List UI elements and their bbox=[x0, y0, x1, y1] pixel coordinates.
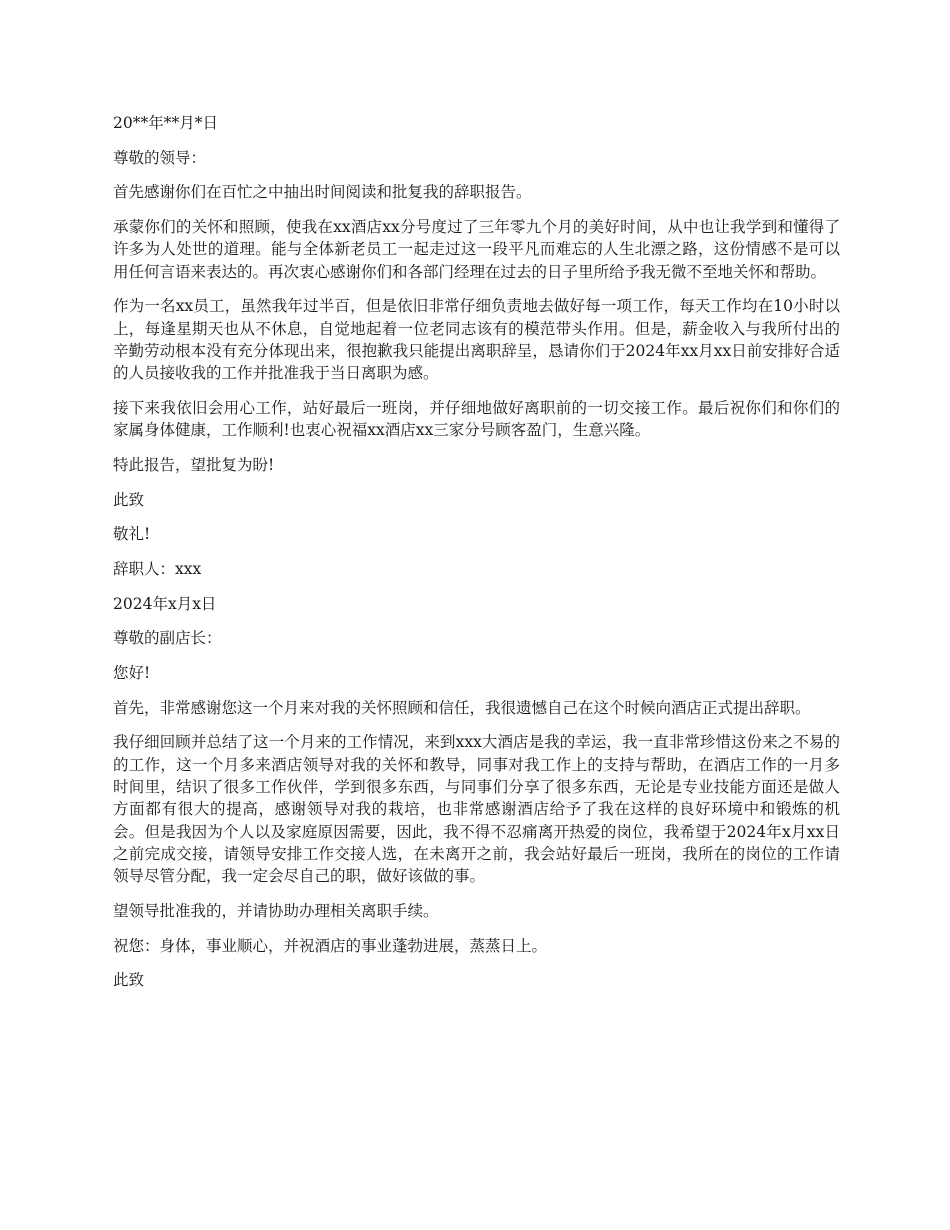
salutation: 尊敬的副店长： bbox=[113, 629, 222, 648]
paragraph: 作为一名xx员工，虽然我年过半百，但是依旧非常仔细负责地去做好每一项工作，每天工作均在10小时以上，每逢星期天也从不休息，自觉地起着一位老同志该有的模范带头作用。但是，薪金收入与我所付出的辛勤劳动根本没有充分体现出来，很抱歉我只能提出离职辞呈，恳请你们于2024年xx月xx日前安排好合适的人员接收我的工作并批准我于当日离职为感。 bbox=[113, 297, 840, 383]
paragraph: 望领导批准我的，并请协助办理相关离职手续。 bbox=[113, 901, 439, 920]
closing-line: 此致 bbox=[113, 971, 145, 990]
signature-line: 辞职人：xxx bbox=[113, 559, 202, 578]
closing-line: 敬礼! bbox=[113, 525, 151, 544]
paragraph: 首先，非常感谢您这一个月来对我的关怀照顾和信任，我很遗憾自己在这个时候向酒店正式提出辞职。 bbox=[113, 698, 811, 717]
paragraph: 接下来我依旧会用心工作，站好最后一班岗，并仔细地做好离职前的一切交接工作。最后祝你们和你们的家属身体健康，工作顺利!也衷心祝福xx酒店xx三家分号顾客盈门，生意兴隆。 bbox=[113, 398, 840, 440]
document-body bbox=[113, 112, 840, 1004]
greeting: 您好! bbox=[113, 664, 151, 683]
paragraph: 我仔细回顾并总结了这一个月来的工作情况，来到xxx大酒店是我的幸运，我一直非常珍惜这份来之不易的的工作，这一个月多来酒店领导对我的关怀和教导，同事对我工作上的支持与帮助，在酒店工作的一月多时间里，结识了很多工作伙伴，学到很多东西，与同事们分享了很多东西，无论是专业技能方面还是做人方面都有很大的提高，感谢领导对我的栽培，也非常感谢酒店给予了我在这样的良好环境中和锻炼的机会。但是我因为个人以及家庭原因需要，因此，我不得不忍痛离开热爱的岗位，我希望于2024年x月xx日之前完成交接，请领导安排工作交接人选，在未离开之前，我会站好最后一班岗，我所在的岗位的工作请领导尽管分配，我一定会尽自己的职，做好该做的事。 bbox=[113, 733, 840, 886]
closing-line: 此致 bbox=[113, 490, 145, 509]
paragraph: 承蒙你们的关怀和照顾，使我在xx酒店xx分号度过了三年零九个月的美好时间，从中也让我学到和懂得了许多为人处世的道理。能与全体新老员工一起走过这一段平凡而难忘的人生北漂之路，这份情感不是可以用任何言语来表达的。再次衷心感谢你们和各部门经理在过去的日子里所给予我无微不至地关怀和帮助。 bbox=[113, 218, 840, 281]
paragraph: 祝您：身体，事业顺心，并祝酒店的事业蓬勃进展，蒸蒸日上。 bbox=[113, 936, 548, 955]
paragraph: 首先感谢你们在百忙之中抽出时间阅读和批复我的辞职报告。 bbox=[113, 183, 532, 202]
date-line: 2024年x月x日 bbox=[113, 594, 217, 613]
paragraph: 特此报告，望批复为盼! bbox=[113, 455, 275, 474]
salutation: 尊敬的领导： bbox=[113, 148, 207, 167]
date-line: 20**年**月*日 bbox=[113, 114, 218, 132]
